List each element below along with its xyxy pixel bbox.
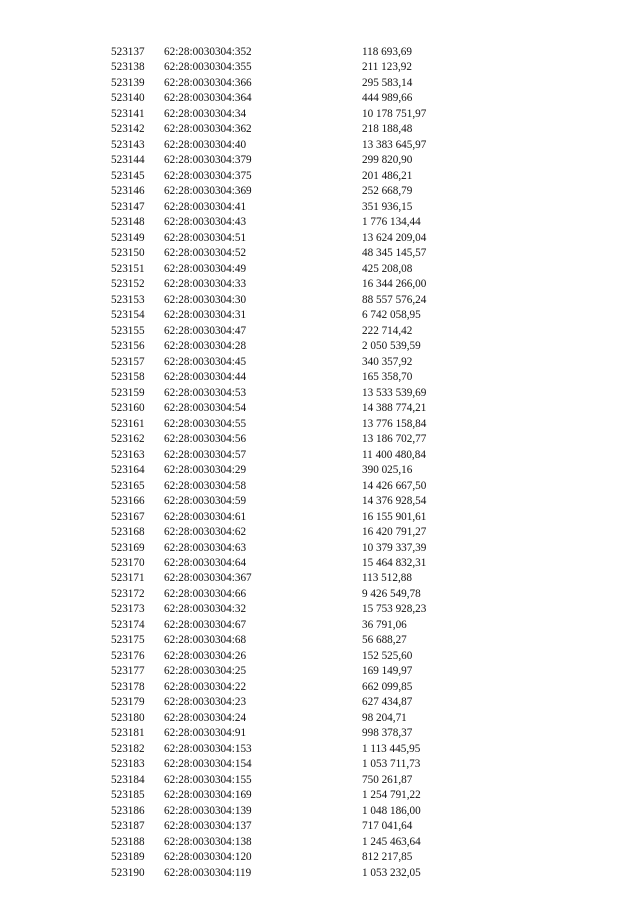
cadastral-value-cell: 13 533 539,69 xyxy=(362,386,427,399)
cadastral-value-cell: 169 149,97 xyxy=(362,665,413,678)
cadastral-value-cell: 88 557 576,24 xyxy=(362,293,427,306)
cadastral-number-cell: 62:28:0030304:33 xyxy=(164,278,247,291)
cadastral-number-cell: 62:28:0030304:23 xyxy=(164,696,247,709)
cadastral-value-cell: 444 989,66 xyxy=(362,92,413,105)
table-row xyxy=(0,726,640,741)
table-row xyxy=(0,804,640,819)
cadastral-value-cell: 16 420 791,27 xyxy=(362,526,427,539)
cadastral-number-cell: 62:28:0030304:32 xyxy=(164,603,247,616)
cadastral-number-cell: 62:28:0030304:26 xyxy=(164,649,247,662)
table-row xyxy=(0,556,640,571)
table-row xyxy=(0,494,640,509)
cadastral-value-cell: 425 208,08 xyxy=(362,262,413,275)
cadastral-number-cell: 62:28:0030304:47 xyxy=(164,324,247,337)
row-number-cell: 523167 xyxy=(111,510,145,523)
cadastral-number-cell: 62:28:0030304:25 xyxy=(164,665,247,678)
cadastral-number-cell: 62:28:0030304:49 xyxy=(164,262,247,275)
cadastral-number-cell: 62:28:0030304:68 xyxy=(164,634,247,647)
cadastral-value-cell: 6 742 058,95 xyxy=(362,309,421,322)
table-row xyxy=(0,324,640,339)
cadastral-number-cell: 62:28:0030304:153 xyxy=(164,742,252,755)
cadastral-number-cell: 62:28:0030304:119 xyxy=(164,866,252,879)
table-row xyxy=(0,246,640,261)
table-row xyxy=(0,510,640,525)
cadastral-number-cell: 62:28:0030304:369 xyxy=(164,185,252,198)
cadastral-value-cell: 627 434,87 xyxy=(362,696,413,709)
cadastral-number-cell: 62:28:0030304:364 xyxy=(164,92,252,105)
cadastral-value-cell: 56 688,27 xyxy=(362,634,407,647)
row-number-cell: 523147 xyxy=(111,200,145,213)
row-number-cell: 523175 xyxy=(111,634,145,647)
cadastral-value-cell: 340 357,92 xyxy=(362,355,413,368)
cadastral-number-cell: 62:28:0030304:22 xyxy=(164,680,247,693)
row-number-cell: 523168 xyxy=(111,526,145,539)
cadastral-number-cell: 62:28:0030304:59 xyxy=(164,495,247,508)
cadastral-number-cell: 62:28:0030304:375 xyxy=(164,169,252,182)
row-number-cell: 523139 xyxy=(111,76,145,89)
table-row xyxy=(0,386,640,401)
cadastral-number-cell: 62:28:0030304:139 xyxy=(164,804,252,817)
cadastral-value-cell: 48 345 145,57 xyxy=(362,247,427,260)
cadastral-number-cell: 62:28:0030304:66 xyxy=(164,587,247,600)
table-row xyxy=(0,355,640,370)
cadastral-number-cell: 62:28:0030304:44 xyxy=(164,371,247,384)
row-number-cell: 523177 xyxy=(111,665,145,678)
cadastral-number-cell: 62:28:0030304:154 xyxy=(164,758,252,771)
cadastral-value-cell: 16 155 901,61 xyxy=(362,510,427,523)
row-number-cell: 523159 xyxy=(111,386,145,399)
row-number-cell: 523163 xyxy=(111,448,145,461)
cadastral-value-cell: 13 776 158,84 xyxy=(362,417,427,430)
table-row xyxy=(0,370,640,385)
cadastral-value-cell: 1 053 711,73 xyxy=(362,758,421,771)
cadastral-value-cell: 15 753 928,23 xyxy=(362,603,427,616)
row-number-cell: 523161 xyxy=(111,417,145,430)
table-row xyxy=(0,138,640,153)
cadastral-value-cell: 16 344 266,00 xyxy=(362,278,427,291)
cadastral-value-cell: 222 714,42 xyxy=(362,324,413,337)
cadastral-value-cell: 152 525,60 xyxy=(362,649,413,662)
cadastral-value-cell: 10 178 751,97 xyxy=(362,107,427,120)
cadastral-number-cell: 62:28:0030304:24 xyxy=(164,711,247,724)
cadastral-number-cell: 62:28:0030304:62 xyxy=(164,526,247,539)
table-row xyxy=(0,664,640,679)
table-row xyxy=(0,60,640,75)
table-row xyxy=(0,819,640,834)
cadastral-value-cell: 211 123,92 xyxy=(362,61,412,74)
cadastral-value-cell: 9 426 549,78 xyxy=(362,587,421,600)
table-row xyxy=(0,541,640,556)
row-number-cell: 523186 xyxy=(111,804,145,817)
row-number-cell: 523160 xyxy=(111,402,145,415)
cadastral-number-cell: 62:28:0030304:53 xyxy=(164,386,247,399)
table-row xyxy=(0,277,640,292)
row-number-cell: 523158 xyxy=(111,371,145,384)
cadastral-value-cell: 201 486,21 xyxy=(362,169,413,182)
row-number-cell: 523144 xyxy=(111,154,145,167)
cadastral-value-cell: 1 254 791,22 xyxy=(362,789,421,802)
table-row xyxy=(0,649,640,664)
cadastral-value-cell: 1 053 232,05 xyxy=(362,866,421,879)
row-number-cell: 523157 xyxy=(111,355,145,368)
cadastral-value-cell: 299 820,90 xyxy=(362,154,413,167)
row-number-cell: 523145 xyxy=(111,169,145,182)
table-row xyxy=(0,835,640,850)
row-number-cell: 523188 xyxy=(111,835,145,848)
row-number-cell: 523141 xyxy=(111,107,145,120)
cadastral-value-cell: 11 400 480,84 xyxy=(362,448,426,461)
table-row xyxy=(0,618,640,633)
row-number-cell: 523153 xyxy=(111,293,145,306)
table-row xyxy=(0,788,640,803)
cadastral-value-cell: 118 693,69 xyxy=(362,46,412,58)
cadastral-number-cell: 62:28:0030304:138 xyxy=(164,835,252,848)
row-number-cell: 523172 xyxy=(111,587,145,600)
row-number-cell: 523137 xyxy=(111,46,145,58)
row-number-cell: 523154 xyxy=(111,309,145,322)
table-row xyxy=(0,91,640,106)
cadastral-value-cell: 750 261,87 xyxy=(362,773,413,786)
row-number-cell: 523174 xyxy=(111,618,145,631)
cadastral-value-cell: 36 791,06 xyxy=(362,618,407,631)
table-row xyxy=(0,602,640,617)
row-number-cell: 523187 xyxy=(111,820,145,833)
cadastral-value-cell: 252 668,79 xyxy=(362,185,413,198)
cadastral-number-cell: 62:28:0030304:352 xyxy=(164,46,252,58)
table-row xyxy=(0,169,640,184)
cadastral-number-cell: 62:28:0030304:52 xyxy=(164,247,247,260)
table-row xyxy=(0,339,640,354)
cadastral-number-cell: 62:28:0030304:56 xyxy=(164,433,247,446)
row-number-cell: 523189 xyxy=(111,851,145,864)
row-number-cell: 523146 xyxy=(111,185,145,198)
cadastral-number-cell: 62:28:0030304:64 xyxy=(164,556,247,569)
cadastral-number-cell: 62:28:0030304:28 xyxy=(164,340,247,353)
cadastral-value-cell: 13 186 702,77 xyxy=(362,433,427,446)
table-row xyxy=(0,262,640,277)
cadastral-value-cell: 165 358,70 xyxy=(362,371,413,384)
row-number-cell: 523171 xyxy=(111,572,145,585)
cadastral-value-cell: 13 624 209,04 xyxy=(362,231,427,244)
table-row xyxy=(0,401,640,416)
table-row xyxy=(0,695,640,710)
table-row xyxy=(0,308,640,323)
cadastral-value-cell: 15 464 832,31 xyxy=(362,556,427,569)
cadastral-number-cell: 62:28:0030304:355 xyxy=(164,61,252,74)
row-number-cell: 523138 xyxy=(111,61,145,74)
table-row xyxy=(0,448,640,463)
row-number-cell: 523179 xyxy=(111,696,145,709)
cadastral-number-cell: 62:28:0030304:91 xyxy=(164,727,247,740)
cadastral-number-cell: 62:28:0030304:45 xyxy=(164,355,247,368)
row-number-cell: 523156 xyxy=(111,340,145,353)
table-row xyxy=(0,571,640,586)
cadastral-value-cell: 14 426 667,50 xyxy=(362,479,427,492)
table-row xyxy=(0,432,640,447)
row-number-cell: 523166 xyxy=(111,495,145,508)
cadastral-value-table xyxy=(0,45,640,881)
row-number-cell: 523182 xyxy=(111,742,145,755)
table-row xyxy=(0,45,640,60)
cadastral-number-cell: 62:28:0030304:41 xyxy=(164,200,247,213)
table-row xyxy=(0,293,640,308)
table-row xyxy=(0,479,640,494)
cadastral-number-cell: 62:28:0030304:137 xyxy=(164,820,252,833)
row-number-cell: 523143 xyxy=(111,138,145,151)
table-row xyxy=(0,215,640,230)
cadastral-number-cell: 62:28:0030304:31 xyxy=(164,309,247,322)
cadastral-number-cell: 62:28:0030304:57 xyxy=(164,448,247,461)
cadastral-value-cell: 351 936,15 xyxy=(362,200,413,213)
cadastral-value-cell: 113 512,88 xyxy=(362,572,412,585)
row-number-cell: 523165 xyxy=(111,479,145,492)
cadastral-value-cell: 98 204,71 xyxy=(362,711,407,724)
table-row xyxy=(0,525,640,540)
table-row xyxy=(0,680,640,695)
row-number-cell: 523162 xyxy=(111,433,145,446)
table-row xyxy=(0,122,640,137)
row-number-cell: 523170 xyxy=(111,556,145,569)
cadastral-number-cell: 62:28:0030304:30 xyxy=(164,293,247,306)
cadastral-value-cell: 218 188,48 xyxy=(362,123,413,136)
cadastral-value-cell: 1 245 463,64 xyxy=(362,835,421,848)
table-row xyxy=(0,200,640,215)
table-row xyxy=(0,757,640,772)
table-row xyxy=(0,153,640,168)
cadastral-number-cell: 62:28:0030304:155 xyxy=(164,773,252,786)
row-number-cell: 523150 xyxy=(111,247,145,260)
cadastral-value-cell: 295 583,14 xyxy=(362,76,413,89)
table-row xyxy=(0,107,640,122)
cadastral-value-cell: 14 376 928,54 xyxy=(362,495,427,508)
cadastral-value-cell: 13 383 645,97 xyxy=(362,138,427,151)
row-number-cell: 523178 xyxy=(111,680,145,693)
cadastral-number-cell: 62:28:0030304:34 xyxy=(164,107,247,120)
cadastral-value-cell: 390 025,16 xyxy=(362,464,413,477)
row-number-cell: 523151 xyxy=(111,262,145,275)
cadastral-number-cell: 62:28:0030304:43 xyxy=(164,216,247,229)
cadastral-number-cell: 62:28:0030304:379 xyxy=(164,154,252,167)
row-number-cell: 523173 xyxy=(111,603,145,616)
cadastral-value-cell: 717 041,64 xyxy=(362,820,413,833)
cadastral-value-cell: 812 217,85 xyxy=(362,851,413,864)
row-number-cell: 523164 xyxy=(111,464,145,477)
cadastral-number-cell: 62:28:0030304:366 xyxy=(164,76,252,89)
row-number-cell: 523176 xyxy=(111,649,145,662)
cadastral-value-cell: 998 378,37 xyxy=(362,727,413,740)
table-row xyxy=(0,866,640,881)
cadastral-value-cell: 1 048 186,00 xyxy=(362,804,421,817)
cadastral-value-cell: 14 388 774,21 xyxy=(362,402,427,415)
cadastral-number-cell: 62:28:0030304:63 xyxy=(164,541,247,554)
cadastral-number-cell: 62:28:0030304:40 xyxy=(164,138,247,151)
cadastral-number-cell: 62:28:0030304:61 xyxy=(164,510,247,523)
table-row xyxy=(0,711,640,726)
table-row xyxy=(0,417,640,432)
table-row xyxy=(0,850,640,865)
cadastral-number-cell: 62:28:0030304:29 xyxy=(164,464,247,477)
table-row xyxy=(0,184,640,199)
cadastral-number-cell: 62:28:0030304:169 xyxy=(164,789,252,802)
cadastral-number-cell: 62:28:0030304:67 xyxy=(164,618,247,631)
row-number-cell: 523184 xyxy=(111,773,145,786)
cadastral-number-cell: 62:28:0030304:362 xyxy=(164,123,252,136)
cadastral-value-cell: 2 050 539,59 xyxy=(362,340,421,353)
cadastral-number-cell: 62:28:0030304:367 xyxy=(164,572,252,585)
row-number-cell: 523149 xyxy=(111,231,145,244)
table-row xyxy=(0,633,640,648)
cadastral-number-cell: 62:28:0030304:120 xyxy=(164,851,252,864)
row-number-cell: 523190 xyxy=(111,866,145,879)
row-number-cell: 523180 xyxy=(111,711,145,724)
cadastral-value-cell: 10 379 337,39 xyxy=(362,541,427,554)
cadastral-value-cell: 1 776 134,44 xyxy=(362,216,421,229)
cadastral-number-cell: 62:28:0030304:54 xyxy=(164,402,247,415)
cadastral-value-cell: 1 113 445,95 xyxy=(362,742,421,755)
table-row xyxy=(0,773,640,788)
row-number-cell: 523140 xyxy=(111,92,145,105)
table-row xyxy=(0,76,640,91)
row-number-cell: 523183 xyxy=(111,758,145,771)
row-number-cell: 523181 xyxy=(111,727,145,740)
row-number-cell: 523152 xyxy=(111,278,145,291)
row-number-cell: 523169 xyxy=(111,541,145,554)
cadastral-value-cell: 662 099,85 xyxy=(362,680,413,693)
cadastral-number-cell: 62:28:0030304:55 xyxy=(164,417,247,430)
table-row xyxy=(0,463,640,478)
table-row xyxy=(0,587,640,602)
table-body xyxy=(0,45,640,881)
row-number-cell: 523148 xyxy=(111,216,145,229)
row-number-cell: 523185 xyxy=(111,789,145,802)
cadastral-number-cell: 62:28:0030304:51 xyxy=(164,231,247,244)
row-number-cell: 523155 xyxy=(111,324,145,337)
cadastral-number-cell: 62:28:0030304:58 xyxy=(164,479,247,492)
row-number-cell: 523142 xyxy=(111,123,145,136)
table-row xyxy=(0,742,640,757)
table-row xyxy=(0,231,640,246)
